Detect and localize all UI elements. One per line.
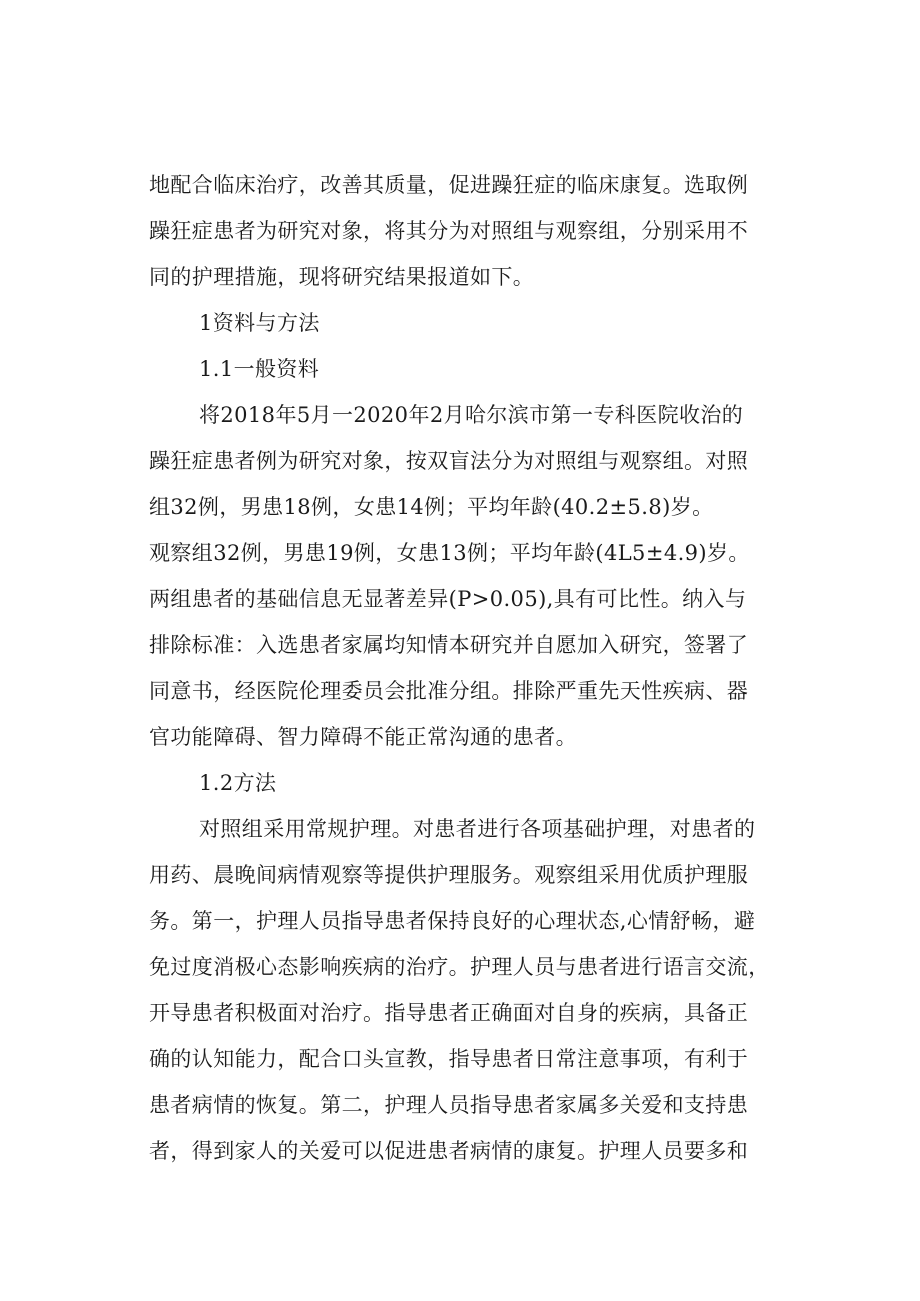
- text-line: 排除标准：入选患者家属均知情本研究并自愿加入研究，签署了: [149, 633, 749, 657]
- text-line: 免过度消极心态影响疾病的治疗。护理人员与患者进行语言交流，: [149, 955, 770, 979]
- text-line: 对照组采用常规护理。对患者进行各项基础护理，对患者的: [199, 817, 756, 841]
- text-line: 患者病情的恢复。第二，护理人员指导患者家属多关爱和支持患: [149, 1093, 749, 1117]
- text-line: 地配合临床治疗，改善其质量，促进躁狂症的临床康复。选取例: [149, 173, 749, 197]
- text-line: 将2018年5月一2020年2月哈尔滨市第一专科医院收治的: [199, 403, 744, 427]
- text-line: 官功能障碍、智力障碍不能正常沟通的患者。: [149, 725, 577, 749]
- text-line: 躁狂症患者例为研究对象，按双盲法分为对照组与观察组。对照: [149, 449, 749, 473]
- text-line: 同意书，经医院伦理委员会批准分组。排除严重先天性疾病、器: [149, 679, 749, 703]
- text-line: 组32例，男患18例，女患14例；平均年龄(40.2±5.8)岁。: [149, 495, 714, 519]
- subsection-heading: 1.1一般资料: [199, 357, 320, 381]
- text-line: 同的护理措施，现将研究结果报道如下。: [149, 265, 535, 289]
- text-line: 观察组32例，男患19例，女患13例；平均年龄(4L5±4.9)岁。: [149, 541, 750, 565]
- text-line: 躁狂症患者为研究对象，将其分为对照组与观察组，分别采用不: [149, 219, 749, 243]
- text-line: 务。第一，护理人员指导患者保持良好的心理状态,心情舒畅，避: [149, 909, 756, 933]
- text-line: 确的认知能力，配合口头宣教，指导患者日常注意事项，有利于: [149, 1047, 749, 1071]
- text-line: 开导患者积极面对治疗。指导患者正确面对自身的疾病，具备正: [149, 1001, 749, 1025]
- subsection-heading: 1.2方法: [199, 771, 277, 795]
- section-heading: 1资料与方法: [199, 311, 320, 335]
- text-line: 两组患者的基础信息无显著差异(P>0.05),具有可比性。纳入与: [149, 587, 747, 611]
- document-body: [149, 162, 809, 1174]
- text-line: 者，得到家人的关爱可以促进患者病情的康复。护理人员要多和: [149, 1139, 749, 1163]
- text-line: 用药、晨晚间病情观察等提供护理服务。观察组采用优质护理服: [149, 863, 749, 887]
